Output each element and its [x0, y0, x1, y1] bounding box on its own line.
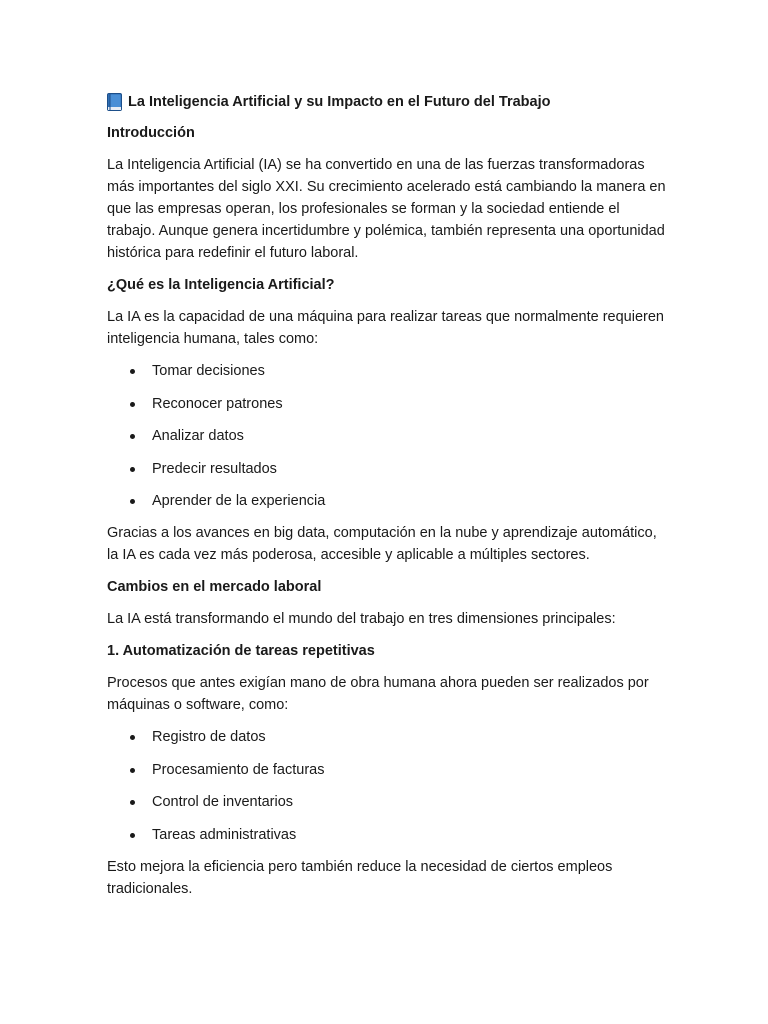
list-item-text: Tareas administrativas: [152, 826, 297, 843]
automation-after-paragraph: Esto mejora la eficiencia pero también reduce la necesidad de ciertos empleos tradicionales.: [107, 858, 613, 897]
list-item: [107, 360, 667, 382]
list-item-text: Tomar decisiones: [152, 363, 265, 379]
automation-heading: 1. Automatización de tareas repetitivas: [107, 643, 375, 659]
bullet-icon: [130, 735, 135, 740]
list-item-text: Reconocer patrones: [152, 395, 283, 412]
bullet-icon: [130, 369, 135, 374]
list-item-text: Aprender de la experiencia: [152, 493, 326, 509]
list-item-text: Analizar datos: [152, 428, 244, 444]
document-title: [107, 90, 667, 114]
what-is-ai-paragraph: La IA es la capacidad de una máquina para realizar tareas que normalmente requieren inteligencia humana, tales como:: [107, 309, 664, 347]
bullet-icon: [130, 402, 135, 407]
list-item: [107, 490, 667, 512]
labor-market-paragraph: La IA está transformando el mundo del trabajo en tres dimensiones principales:: [107, 611, 616, 627]
automation-paragraph: Procesos que antes exigían mano de obra humana ahora pueden ser realizados por máquinas o software, como:: [107, 675, 649, 713]
ai-capabilities-list: [107, 360, 667, 512]
what-is-ai-after-paragraph: Gracias a los avances en big data, computación en la nube y aprendizaje automático, la IA es cada vez más poderosa, accesible y aplicable a múltiples sectores.: [107, 525, 657, 563]
document-title-text: La Inteligencia Artificial y su Impacto en el Futuro del Trabajo: [128, 94, 551, 110]
intro-paragraph: La Inteligencia Artificial (IA) se ha convertido en una de las fuerzas transformadoras más importantes del siglo XXI. Su crecimiento acelerado está cambiando la manera en que las empresas operan, los profesionales se forman y la sociedad entiende el trabajo. Aunque genera incertidumbre y polémica, también representa una oportunidad histórica para redefinir el futuro laboral.: [107, 157, 666, 261]
list-item-text: Control de inventarios: [152, 794, 294, 810]
list-item: [107, 759, 667, 781]
document-page: [107, 90, 667, 910]
bullet-icon: [130, 800, 135, 805]
what-is-ai-heading: ¿Qué es la Inteligencia Artificial?: [107, 277, 335, 293]
list-item-text: Procesamiento de facturas: [152, 761, 325, 778]
labor-market-heading: Cambios en el mercado laboral: [107, 579, 322, 595]
list-item: [107, 425, 667, 447]
list-item: [107, 726, 667, 748]
bullet-icon: [130, 499, 135, 504]
blue-book-icon: [107, 93, 122, 111]
list-item: [107, 791, 667, 813]
intro-heading: Introducción: [107, 125, 195, 141]
automation-tasks-list: [107, 726, 667, 846]
list-item: [107, 824, 667, 846]
list-item: [107, 458, 667, 480]
bullet-icon: [130, 768, 135, 773]
bullet-icon: [130, 467, 135, 472]
bullet-icon: [130, 833, 135, 838]
list-item: [107, 393, 667, 415]
list-item-text: Registro de datos: [152, 729, 266, 745]
bullet-icon: [130, 434, 135, 439]
list-item-text: Predecir resultados: [152, 460, 277, 477]
